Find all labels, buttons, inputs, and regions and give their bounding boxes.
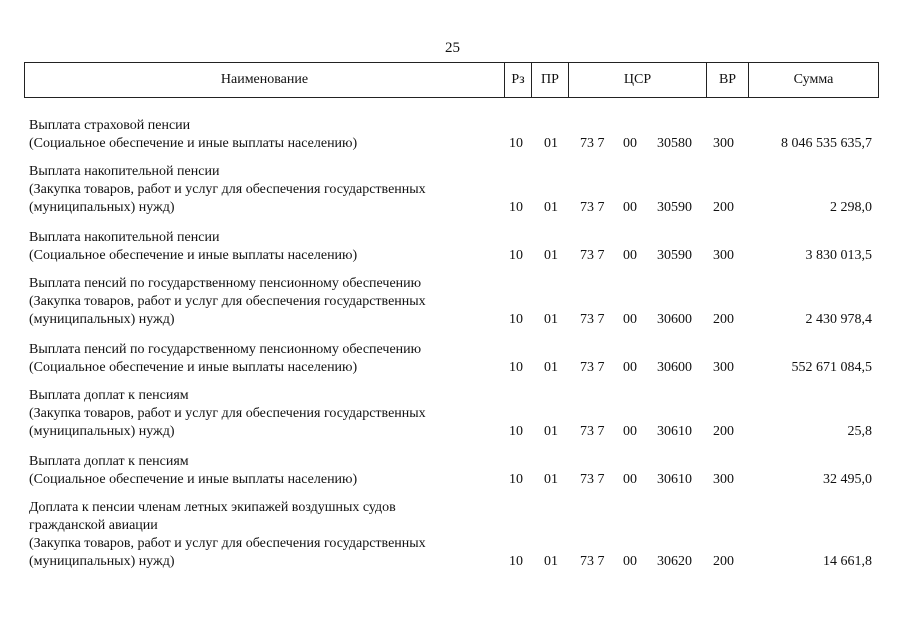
row-name: [29, 453, 469, 489]
cell-sum: 8 046 535 635,7: [781, 136, 872, 151]
page-number: 25: [445, 40, 460, 56]
cell-sum: 14 661,8: [823, 554, 872, 569]
cell-rz: 10: [509, 360, 523, 375]
table-row: [0, 387, 905, 441]
cell-pr: 01: [544, 424, 558, 439]
row-name-line: (Закупка товаров, работ и услуг для обеспечения государственных: [29, 406, 426, 421]
cell-csr-direction: 30590: [657, 200, 692, 215]
row-name: [29, 163, 469, 217]
table-row: [0, 229, 905, 265]
table-row: [0, 275, 905, 329]
cell-vr: 200: [713, 312, 734, 327]
header-csr: ЦСР: [569, 63, 707, 97]
cell-csr-program: 73 7: [580, 472, 605, 487]
row-name-line: Выплата накопительной пенсии: [29, 164, 220, 179]
table-row: [0, 163, 905, 217]
row-name: [29, 117, 469, 153]
row-name-line: Выплата накопительной пенсии: [29, 230, 220, 245]
row-name-line: (муниципальных) нужд): [29, 554, 175, 569]
cell-pr: 01: [544, 136, 558, 151]
cell-rz: 10: [509, 554, 523, 569]
row-name-line: Доплата к пенсии членам летных экипажей воздушных судов: [29, 500, 396, 515]
row-name-line: (Социальное обеспечение и иные выплаты населению): [29, 248, 358, 263]
cell-rz: 10: [509, 312, 523, 327]
cell-vr: 200: [713, 200, 734, 215]
cell-vr: 300: [713, 360, 734, 375]
table-row: [0, 341, 905, 377]
row-name-line: Выплата доплат к пенсиям: [29, 388, 189, 403]
row-name-line: (Закупка товаров, работ и услуг для обеспечения государственных: [29, 182, 426, 197]
row-name-line: Выплата пенсий по государственному пенсионному обеспечению: [29, 342, 422, 357]
row-name-line: гражданской авиации: [29, 518, 158, 533]
row-name-line: Выплата страховой пенсии: [29, 118, 191, 133]
cell-csr-direction: 30590: [657, 248, 692, 263]
cell-rz: 10: [509, 200, 523, 215]
cell-csr-subprogram: 00: [623, 200, 637, 215]
row-name-line: (муниципальных) нужд): [29, 200, 175, 215]
cell-sum: 25,8: [847, 424, 872, 439]
cell-sum: 3 830 013,5: [805, 248, 872, 263]
header-rz: Рз: [505, 63, 532, 97]
cell-vr: 300: [713, 248, 734, 263]
table-row: [0, 499, 905, 571]
cell-rz: 10: [509, 472, 523, 487]
cell-csr-subprogram: 00: [623, 248, 637, 263]
row-name-line: (Социальное обеспечение и иные выплаты населению): [29, 360, 358, 375]
cell-csr-direction: 30580: [657, 136, 692, 151]
row-name: [29, 341, 469, 377]
cell-vr: 200: [713, 554, 734, 569]
cell-sum: 2 298,0: [830, 200, 872, 215]
cell-csr-program: 73 7: [580, 424, 605, 439]
cell-csr-direction: 30620: [657, 554, 692, 569]
table-row: [0, 117, 905, 153]
cell-csr-program: 73 7: [580, 312, 605, 327]
cell-csr-subprogram: 00: [623, 472, 637, 487]
cell-vr: 200: [713, 424, 734, 439]
cell-csr-direction: 30600: [657, 312, 692, 327]
cell-vr: 300: [713, 472, 734, 487]
cell-pr: 01: [544, 200, 558, 215]
cell-pr: 01: [544, 248, 558, 263]
row-name-line: Выплата доплат к пенсиям: [29, 454, 189, 469]
row-name-line: (Закупка товаров, работ и услуг для обеспечения государственных: [29, 294, 426, 309]
row-name-line: (Социальное обеспечение и иные выплаты населению): [29, 136, 358, 151]
cell-pr: 01: [544, 312, 558, 327]
header-name: Наименование: [25, 63, 505, 97]
cell-rz: 10: [509, 248, 523, 263]
cell-sum: 2 430 978,4: [805, 312, 872, 327]
row-name: [29, 499, 469, 571]
header-sum: Сумма: [793, 72, 834, 87]
header-pr: ПР: [532, 63, 569, 97]
row-name-line: (муниципальных) нужд): [29, 424, 175, 439]
cell-rz: 10: [509, 424, 523, 439]
cell-sum: 32 495,0: [823, 472, 872, 487]
row-name: [29, 387, 469, 441]
cell-csr-direction: 30600: [657, 360, 692, 375]
row-name-line: Выплата пенсий по государственному пенсионному обеспечению: [29, 276, 422, 291]
cell-pr: 01: [544, 360, 558, 375]
cell-csr-subprogram: 00: [623, 424, 637, 439]
cell-csr-program: 73 7: [580, 554, 605, 569]
cell-vr: 300: [713, 136, 734, 151]
table-row: [0, 453, 905, 489]
cell-csr-program: 73 7: [580, 360, 605, 375]
row-name-line: (муниципальных) нужд): [29, 312, 175, 327]
row-name-line: (Закупка товаров, работ и услуг для обеспечения государственных: [29, 536, 426, 551]
cell-csr-program: 73 7: [580, 200, 605, 215]
row-name-line: (Социальное обеспечение и иные выплаты населению): [29, 472, 358, 487]
cell-sum: 552 671 084,5: [791, 360, 872, 375]
header-vr: ВР: [707, 63, 749, 97]
cell-csr-subprogram: 00: [623, 554, 637, 569]
cell-csr-direction: 30610: [657, 424, 692, 439]
cell-csr-subprogram: 00: [623, 360, 637, 375]
cell-csr-program: 73 7: [580, 136, 605, 151]
cell-csr-direction: 30610: [657, 472, 692, 487]
table-header: [24, 62, 879, 98]
cell-csr-subprogram: 00: [623, 136, 637, 151]
cell-pr: 01: [544, 472, 558, 487]
cell-pr: 01: [544, 554, 558, 569]
row-name: [29, 229, 469, 265]
row-name: [29, 275, 469, 329]
cell-csr-subprogram: 00: [623, 312, 637, 327]
cell-csr-program: 73 7: [580, 248, 605, 263]
cell-rz: 10: [509, 136, 523, 151]
